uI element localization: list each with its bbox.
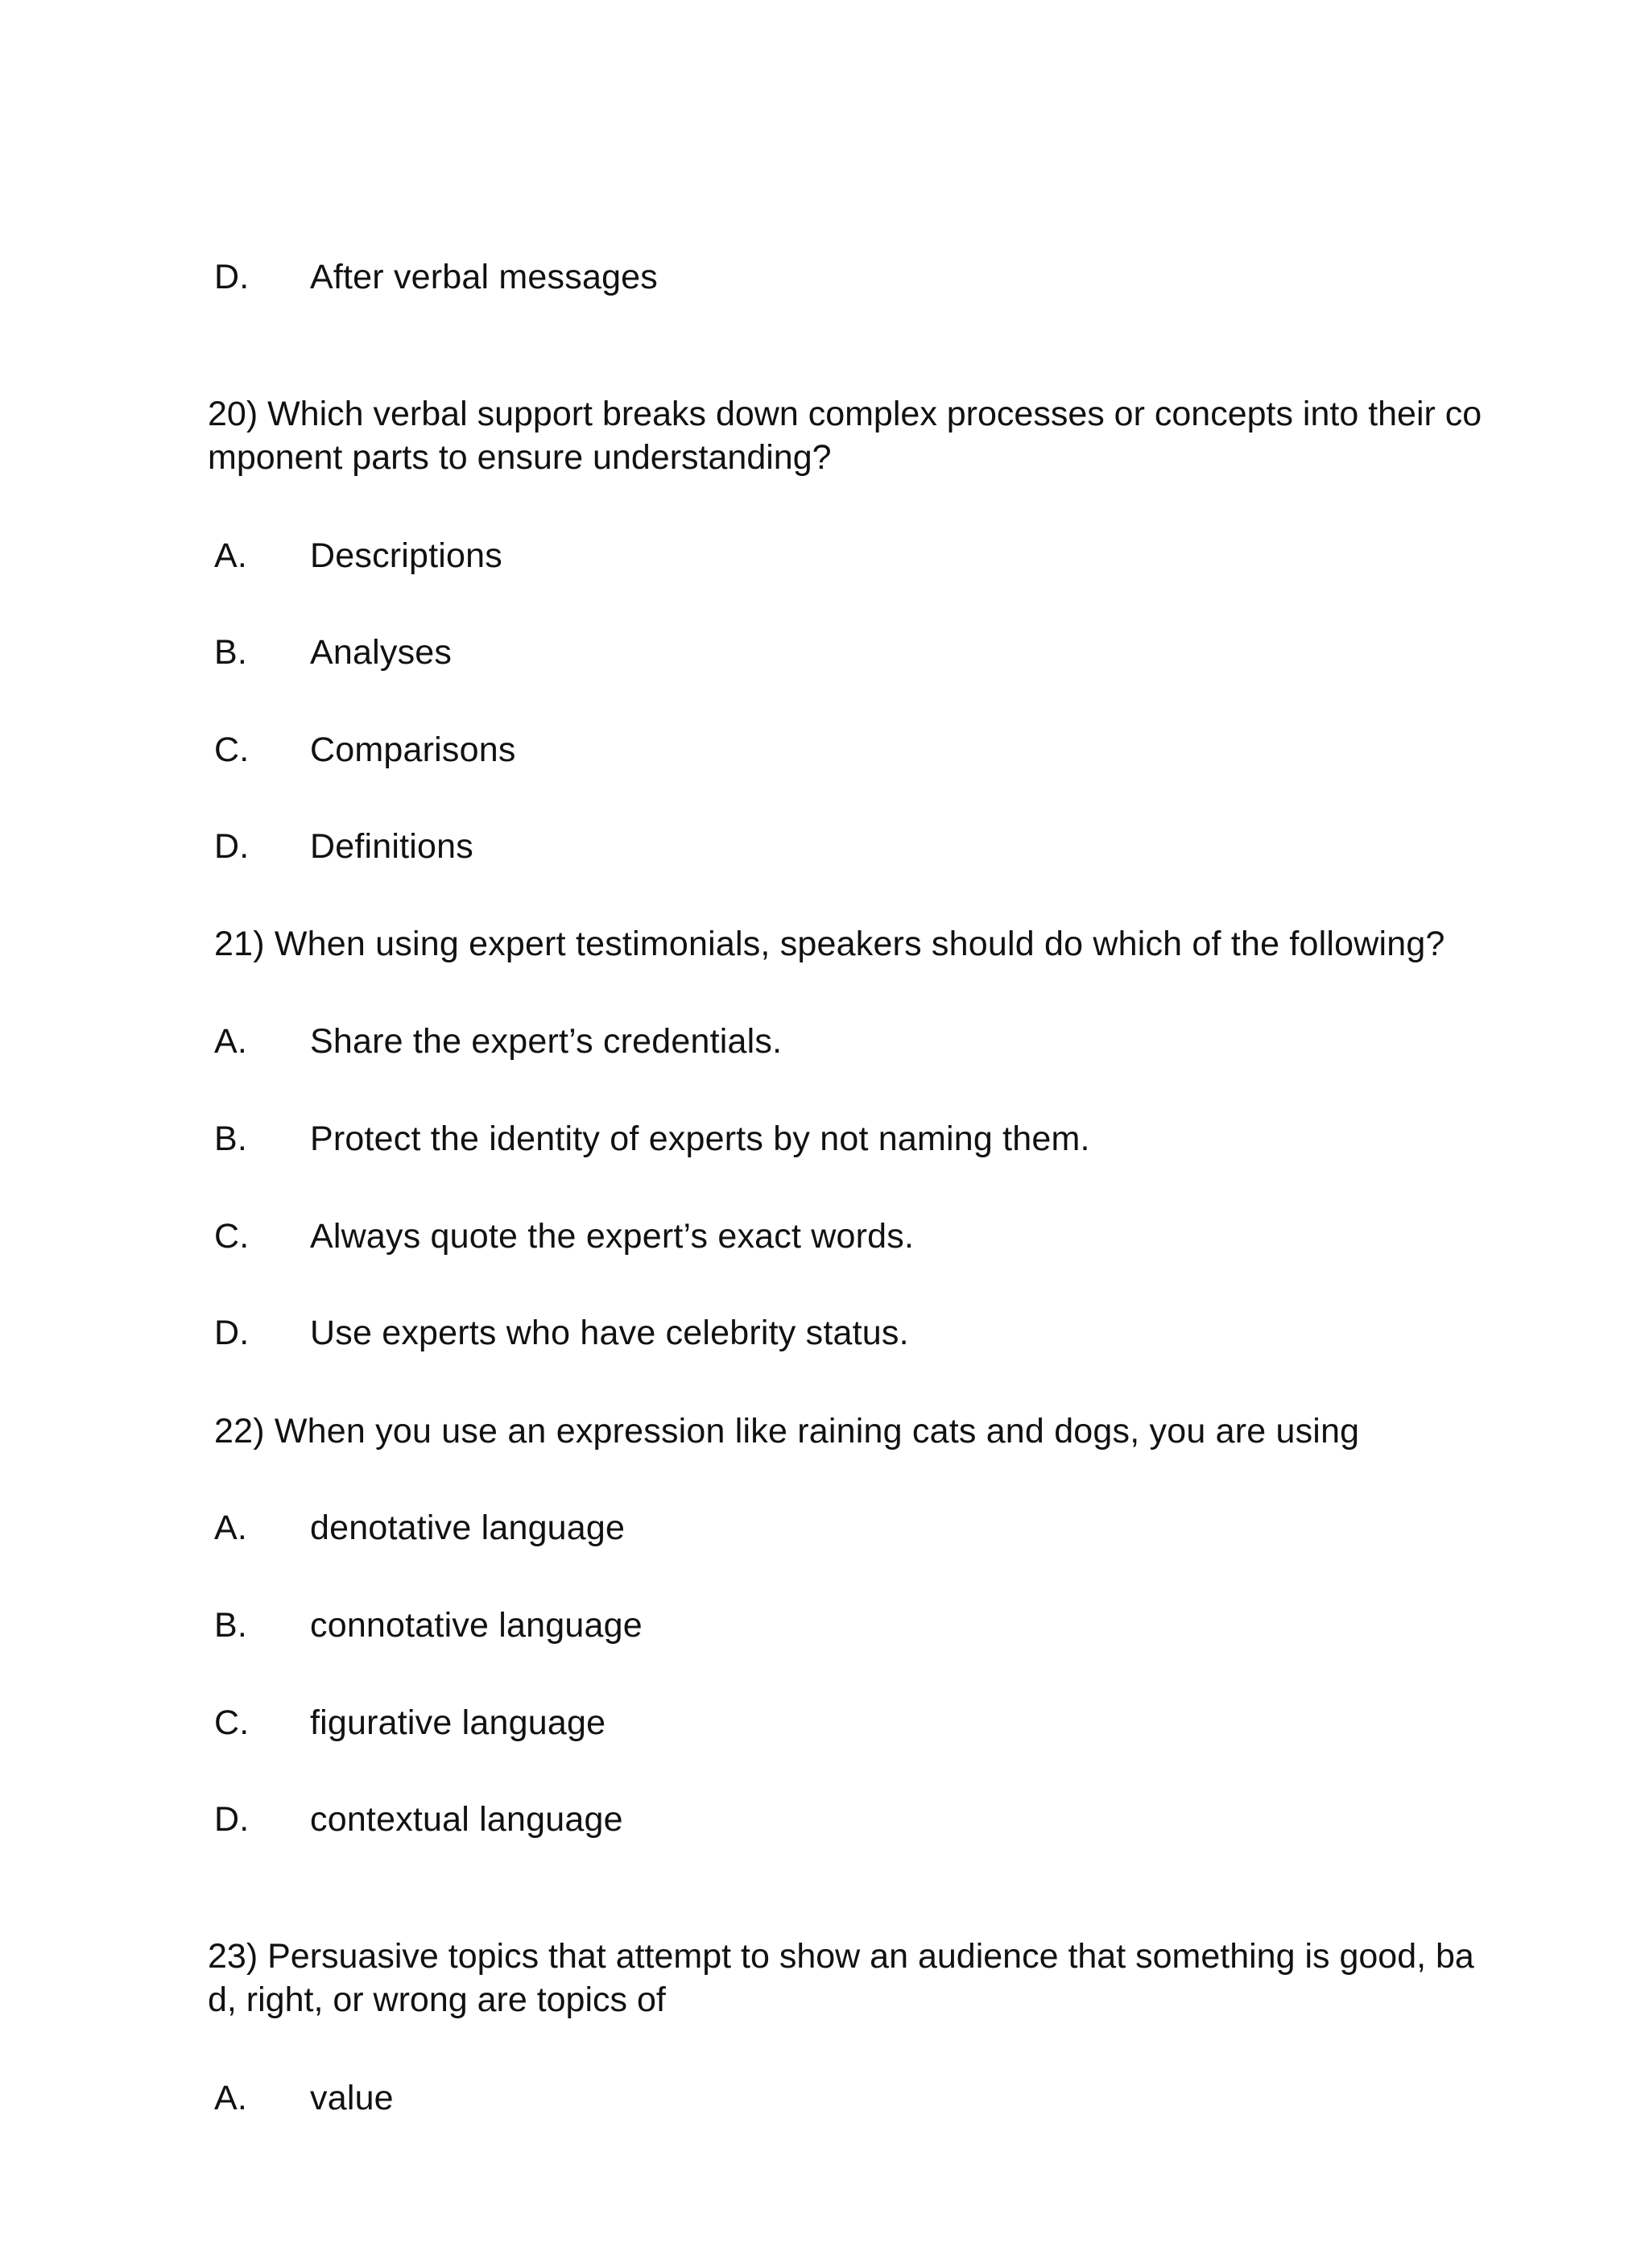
option-text: Definitions: [310, 827, 473, 866]
question-23-prompt: 23) Persuasive topics that attempt to show an audience that something is good, ba d, right, or wrong are topics of: [208, 1937, 1474, 2019]
option-letter: B.: [214, 1120, 248, 1158]
question-21-prompt: 21) When using expert testimonials, speakers should do which of the following?: [214, 925, 1445, 963]
option-text: contextual language: [310, 1800, 623, 1839]
option-text: After verbal messages: [310, 258, 658, 296]
option-text: value: [310, 2079, 394, 2117]
option-text: Always quote the expert’s exact words.: [310, 1217, 915, 1256]
option-letter: A.: [214, 1022, 248, 1061]
option-text: figurative language: [310, 1703, 606, 1742]
option-text: Descriptions: [310, 536, 502, 575]
question-22-prompt: 22) When you use an expression like raining cats and dogs, you are using: [214, 1412, 1360, 1451]
option-letter: D.: [214, 1800, 250, 1839]
option-text: Analyses: [310, 633, 453, 672]
option-letter: C.: [214, 1703, 250, 1742]
option-letter: D.: [214, 1314, 250, 1352]
option-text: Use experts who have celebrity status.: [310, 1314, 909, 1352]
option-letter: D.: [214, 827, 250, 866]
question-20-prompt: 20) Which verbal support breaks down complex processes or concepts into their co mponent parts to ensure understanding?: [208, 395, 1482, 477]
option-letter: C.: [214, 1217, 250, 1256]
option-letter: C.: [214, 730, 250, 769]
option-letter: A.: [214, 536, 248, 575]
option-letter: B.: [214, 633, 248, 672]
option-text: denotative language: [310, 1509, 626, 1547]
option-text: connotative language: [310, 1606, 643, 1645]
option-letter: B.: [214, 1606, 248, 1645]
option-text: Share the expert’s credentials.: [310, 1022, 783, 1061]
option-letter: A.: [214, 2079, 248, 2117]
option-text: Comparisons: [310, 730, 516, 769]
option-text: Protect the identity of experts by not naming them.: [310, 1120, 1090, 1158]
option-letter: D.: [214, 258, 250, 296]
option-letter: A.: [214, 1509, 248, 1547]
